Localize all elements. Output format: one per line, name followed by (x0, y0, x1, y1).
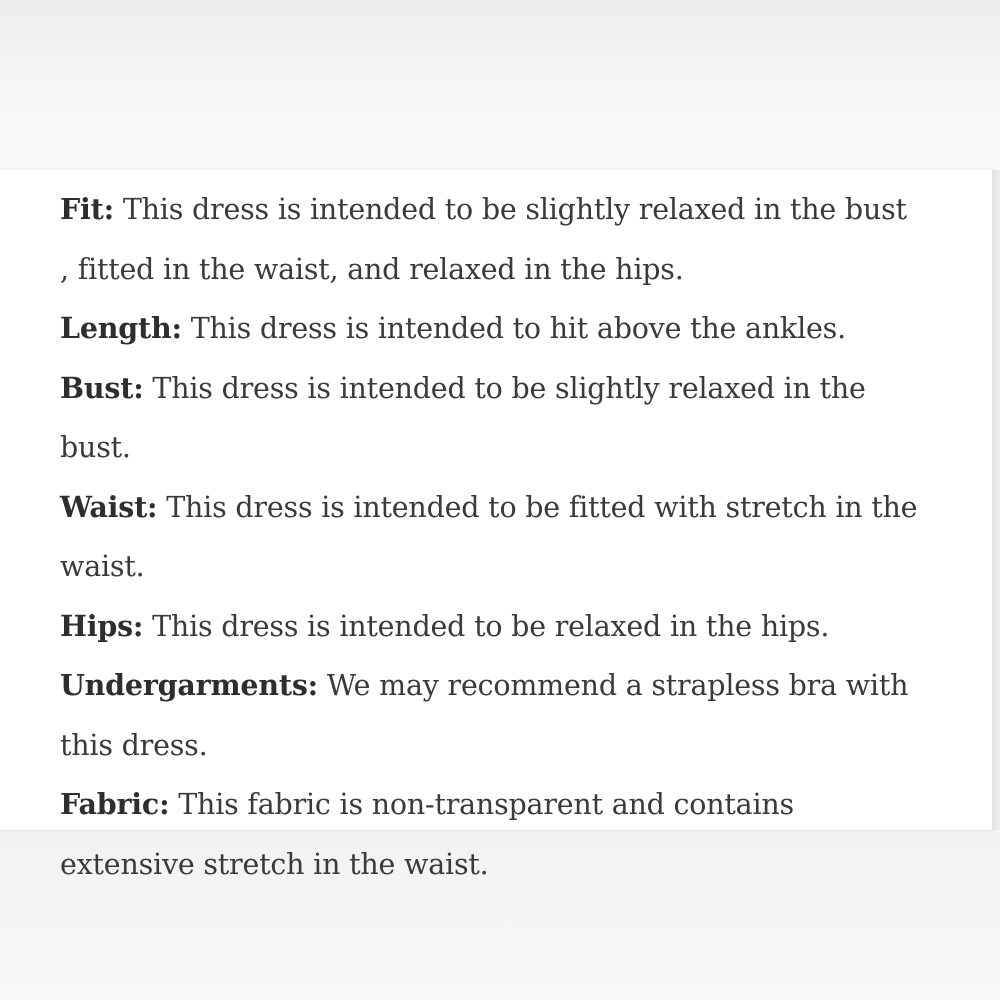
card-edge-shadow (992, 170, 1000, 830)
spec-label: Undergarments: (60, 668, 319, 702)
spec-undergarments (60, 656, 920, 775)
spec-label: Bust: (60, 370, 144, 405)
background-top (0, 0, 1000, 170)
spec-text: This dress is intended to be relaxed in the hips. (152, 609, 830, 643)
spec-text: This dress is intended to be slightly relaxed in the bust , fitted in the waist, and relaxed in the hips. (60, 193, 907, 286)
spec-fit (60, 180, 920, 299)
product-specs-list (60, 180, 920, 894)
spec-label: Fabric: (60, 787, 170, 821)
spec-text: This dress is intended to be slightly relaxed in the bust. (60, 371, 866, 464)
spec-fabric (60, 775, 920, 894)
spec-label: Length: (60, 311, 182, 345)
spec-text: This dress is intended to hit above the ankles. (190, 312, 846, 345)
spec-waist (60, 478, 920, 597)
spec-text: We may recommend a strapless bra with this dress. (60, 669, 909, 762)
spec-label: Fit: (60, 192, 114, 226)
spec-text: This fabric is non-transparent and contains extensive stretch in the waist. (60, 788, 794, 881)
spec-label: Hips: (60, 608, 144, 643)
spec-text: This dress is intended to be fitted with stretch in the waist. (60, 490, 918, 583)
spec-bust (60, 359, 920, 478)
spec-length (60, 299, 920, 359)
spec-hips (60, 597, 920, 657)
spec-label: Waist: (60, 489, 158, 524)
